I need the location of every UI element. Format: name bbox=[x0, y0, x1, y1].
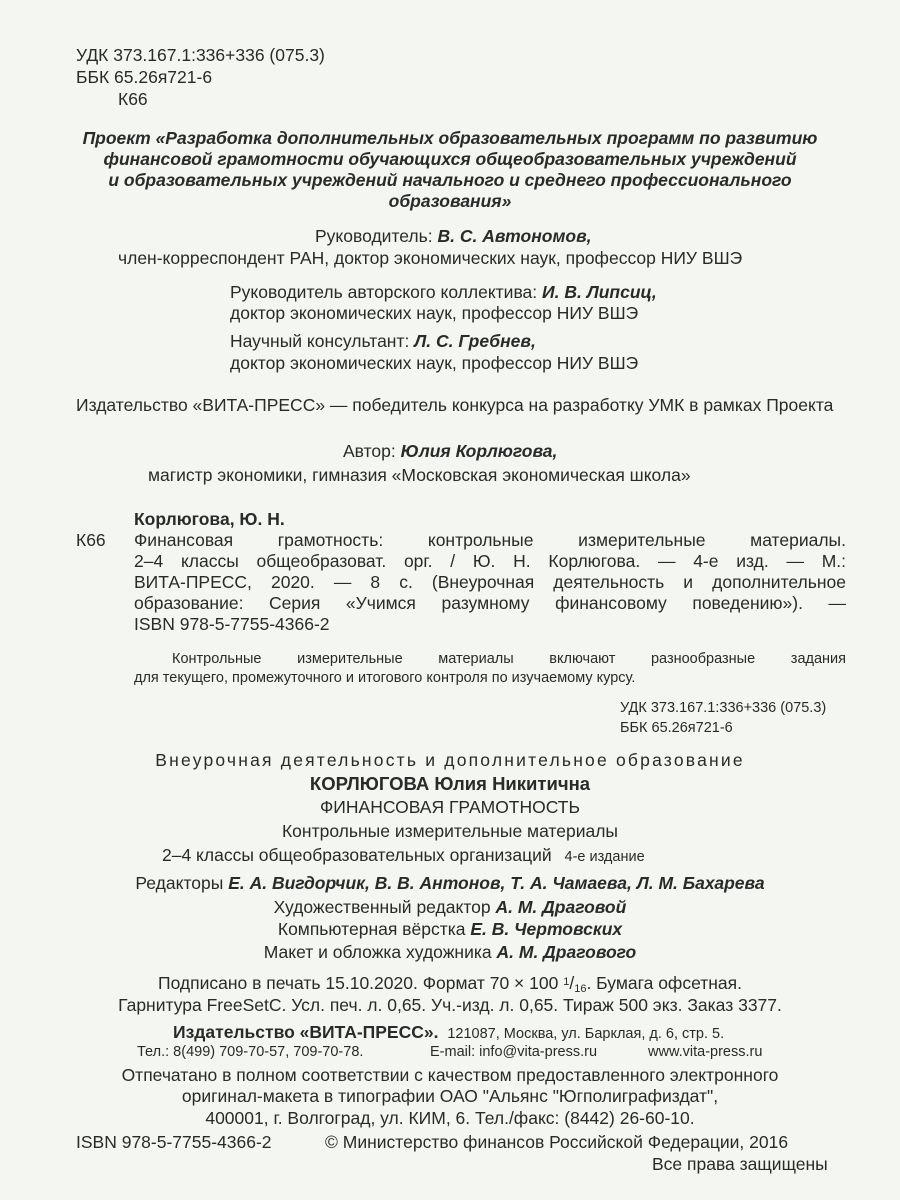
publisher-web: www.vita-press.ru bbox=[648, 1044, 763, 1060]
head-label: Руководитель: bbox=[315, 226, 433, 246]
edition: 4-е издание bbox=[564, 849, 645, 865]
head-title: член-корреспондент РАН, доктор экономических наук, профессор НИУ ВШЭ bbox=[118, 248, 743, 268]
authors-head-label: Руководитель авторского коллектива: bbox=[230, 282, 538, 302]
head-line bbox=[315, 228, 592, 246]
author-label: Автор: bbox=[343, 441, 396, 461]
consultant-label: Научный консультант: bbox=[230, 331, 410, 351]
grades: 2–4 классы общеобразовательных организаций bbox=[162, 845, 552, 865]
bbk-code: ББК 65.26я721-6 bbox=[76, 67, 213, 87]
author-sign-code: К66 bbox=[118, 89, 148, 109]
authors-head-line bbox=[230, 284, 657, 302]
udk-code: УДК 373.167.1:336+336 (075.3) bbox=[76, 45, 325, 65]
printed-line-2: оригинал-макета в типографии ОАО "Альянс "Югполиграфиздат", bbox=[181, 1086, 719, 1106]
signed-text: Подписано в печать 15.10.2020. Формат 70 × 100 bbox=[158, 973, 559, 993]
author-line bbox=[343, 443, 557, 461]
publisher-line bbox=[173, 1024, 724, 1042]
publisher-phone: Тел.: 8(499) 709-70-57, 709-70-78. bbox=[137, 1044, 364, 1060]
consultant-line bbox=[230, 333, 536, 351]
authors-head-name: И. В. Липсиц, bbox=[542, 282, 657, 302]
cover-name: А. М. Драгового bbox=[496, 942, 637, 962]
art-editor-line bbox=[0, 899, 900, 917]
catalog-line-2: 2–4 классы общеобразоват. орг. / Ю. Н. Корлюгова. — 4-е изд. — М.: bbox=[134, 551, 846, 571]
abstract-line-1: Контрольные измерительные материалы включают разнообразные задания bbox=[172, 651, 846, 667]
footer-isbn: ISBN 978-5-7755-4366-2 bbox=[76, 1132, 272, 1152]
catalog-isbn: ISBN 978-5-7755-4366-2 bbox=[134, 614, 330, 634]
editors-line bbox=[0, 875, 900, 893]
project-line-3: и образовательных учреждений начального и среднего профессионального bbox=[108, 170, 792, 190]
signed-line: Подписано в печать 15.10.2020. Формат 70 × 100 $^1$/16. Бумага офсетная. bbox=[158, 973, 742, 995]
art-editor-name: А. М. Драговой bbox=[495, 897, 627, 917]
layout-line bbox=[0, 921, 900, 939]
book-title: ФИНАНСОВАЯ ГРАМОТНОСТЬ bbox=[320, 797, 580, 817]
consultant-name: Л. С. Гребнев, bbox=[414, 331, 536, 351]
printed-line-1: Отпечатано в полном соответствии с качеством предоставленного электронного bbox=[121, 1065, 779, 1085]
layout-name: Е. В. Чертовских bbox=[470, 919, 623, 939]
series-title: Внеурочная деятельность и дополнительное образование bbox=[155, 750, 745, 770]
editors-label: Редакторы bbox=[135, 873, 224, 893]
format-fraction-numerator: 1 bbox=[563, 976, 570, 988]
project-line-2: финансовой грамотности обучающихся общеобразовательных учреждений bbox=[103, 149, 797, 169]
grades-line bbox=[162, 847, 645, 865]
catalog-heading: Корлюгова, Ю. Н. bbox=[134, 509, 285, 529]
book-subtitle: Контрольные измерительные материалы bbox=[281, 821, 619, 841]
publisher-address: 121087, Москва, ул. Барклая, д. 6, стр. 5. bbox=[447, 1026, 725, 1042]
publisher-name: Издательство «ВИТА-ПРЕСС». bbox=[173, 1022, 439, 1042]
author-full-name: КОРЛЮГОВА Юлия Никитична bbox=[309, 773, 591, 794]
publisher-note: Издательство «ВИТА-ПРЕСС» — победитель конкурса на разработку УМК в рамках Проекта bbox=[76, 395, 834, 415]
authors-head-title: доктор экономических наук, профессор НИУ ВШЭ bbox=[230, 303, 639, 323]
publisher-email: E-mail: info@vita-press.ru bbox=[430, 1044, 598, 1060]
footer-copyright: © Министерство финансов Российской Федерации, 2016 bbox=[325, 1132, 789, 1152]
typeface-line: Гарнитура FreeSetC. Усл. печ. л. 0,65. Уч.-изд. л. 0,65. Тираж 500 экз. Заказ 3377. bbox=[118, 995, 782, 1015]
catalog-line-1: Финансовая грамотность: контрольные измерительные материалы. bbox=[134, 530, 846, 550]
head-name: В. С. Автономов, bbox=[437, 226, 592, 246]
catalog-code: К66 bbox=[76, 530, 106, 550]
catalog-bbk: ББК 65.26я721-6 bbox=[620, 720, 733, 736]
consultant-title: доктор экономических наук, профессор НИУ ВШЭ bbox=[230, 353, 639, 373]
author-title: магистр экономики, гимназия «Московская экономическая школа» bbox=[148, 465, 691, 485]
printed-line-3: 400001, г. Волгоград, ул. КИМ, 6. Тел./факс: (8442) 26-60-10. bbox=[205, 1108, 695, 1128]
footer-rights: Все права защищены bbox=[652, 1154, 828, 1174]
cover-label: Макет и обложка художника bbox=[263, 942, 492, 962]
project-line-1: Проект «Разработка дополнительных образовательных программ по развитию bbox=[82, 128, 818, 148]
catalog-line-4: образование: Серия «Учимся разумному финансовому поведению»). — bbox=[134, 593, 846, 613]
catalog-line-3: ВИТА-ПРЕСС, 2020. — 8 с. (Внеурочная деятельность и дополнительное bbox=[134, 572, 846, 592]
author-name: Юлия Корлюгова, bbox=[400, 441, 558, 461]
art-editor-label: Художественный редактор bbox=[273, 897, 491, 917]
abstract-line-2: для текущего, промежуточного и итогового контроля по изучаемому курсу. bbox=[134, 670, 636, 686]
editors-names: Е. А. Вигдорчик, В. В. Антонов, Т. А. Чамаева, Л. М. Бахарева bbox=[228, 873, 765, 893]
format-fraction-denominator: 16 bbox=[574, 983, 587, 995]
paper-text: . Бумага офсетная. bbox=[586, 973, 742, 993]
cover-line bbox=[0, 944, 900, 962]
project-line-4: образования» bbox=[388, 191, 512, 211]
catalog-udk: УДК 373.167.1:336+336 (075.3) bbox=[620, 700, 827, 716]
layout-label: Компьютерная вёрстка bbox=[277, 919, 466, 939]
